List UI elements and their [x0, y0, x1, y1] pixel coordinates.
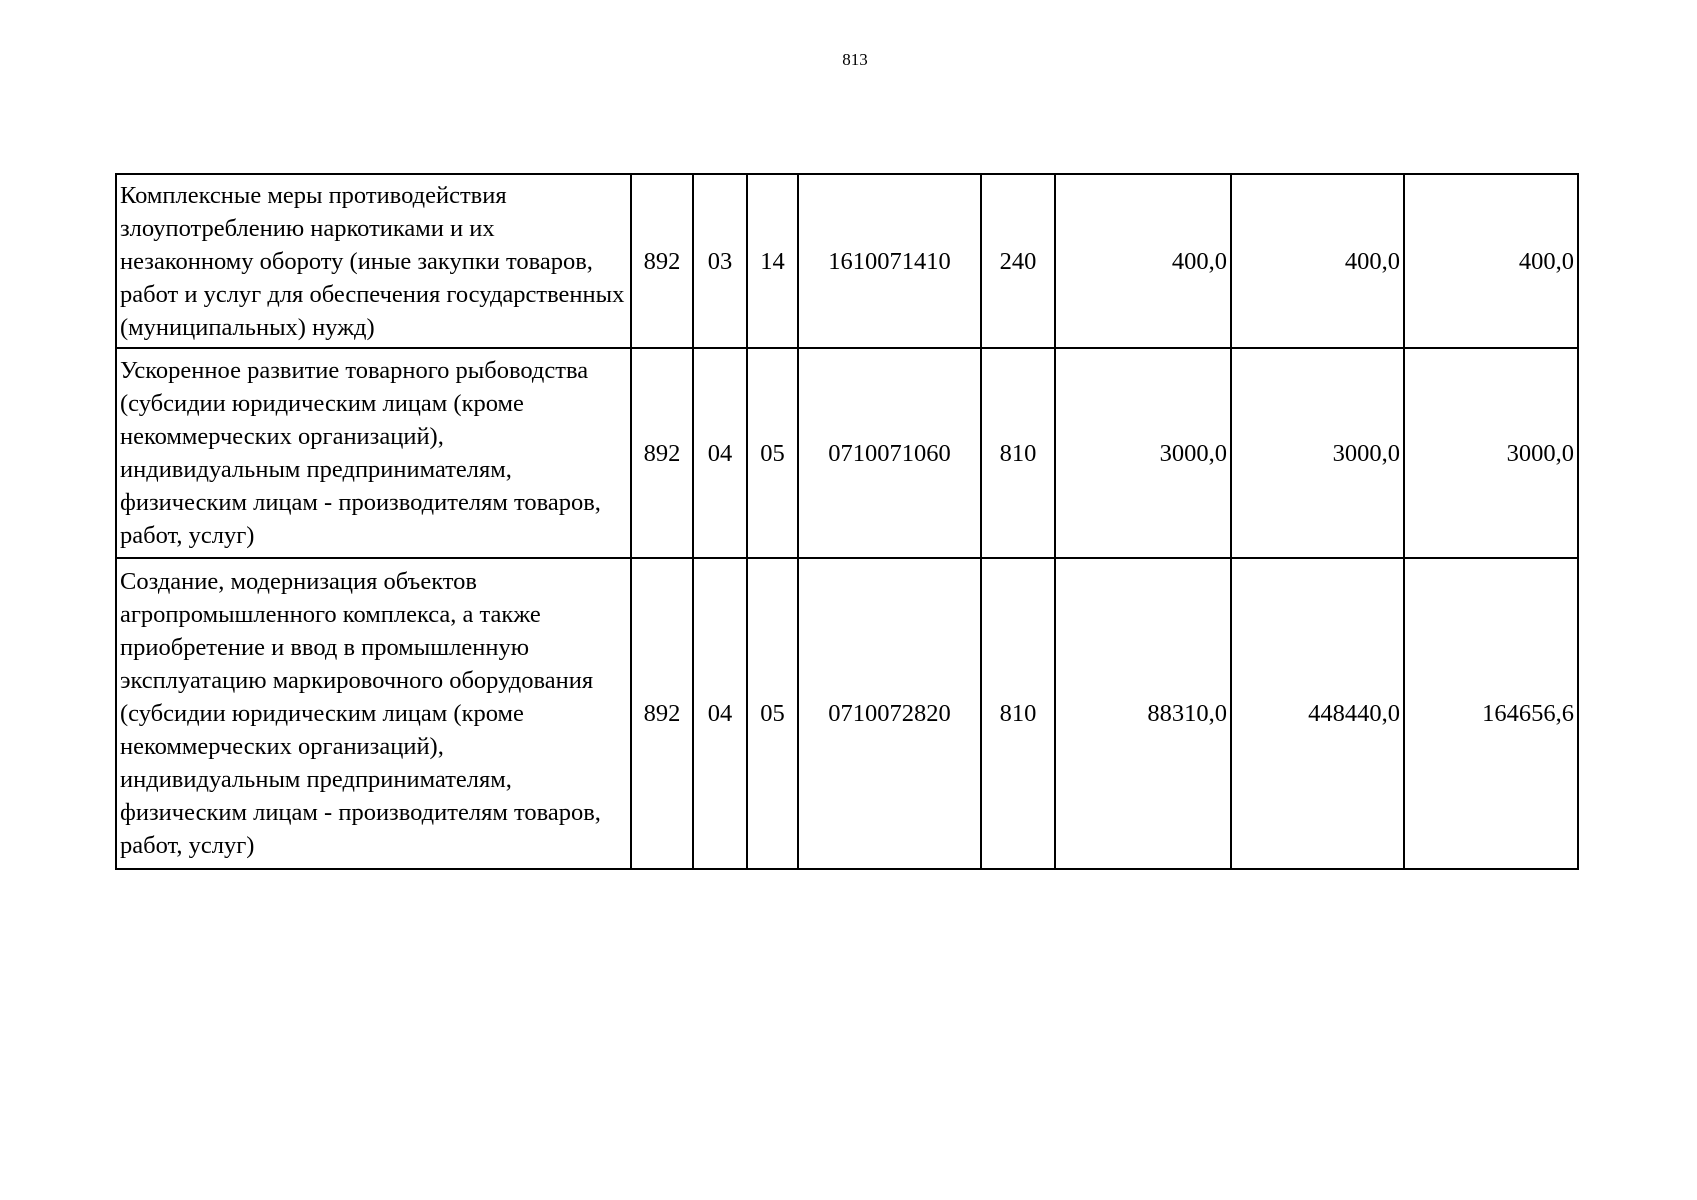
expense-type-code: 810: [981, 558, 1055, 869]
section-code: 04: [693, 558, 747, 869]
table-row: [116, 558, 1578, 869]
section-code: 04: [693, 348, 747, 558]
amount-year-3: 400,0: [1404, 174, 1578, 348]
ministry-code: 892: [631, 348, 693, 558]
amount-year-2: 448440,0: [1231, 558, 1404, 869]
amount-year-3: 164656,6: [1404, 558, 1578, 869]
target-article-code: 0710071060: [798, 348, 981, 558]
expense-type-code: 240: [981, 174, 1055, 348]
subsection-code: 14: [747, 174, 798, 348]
amount-year-3: 3000,0: [1404, 348, 1578, 558]
ministry-code: 892: [631, 558, 693, 869]
table-row: [116, 174, 1578, 348]
page-number: 813: [842, 50, 868, 69]
subsection-code: 05: [747, 348, 798, 558]
amount-year-2: 3000,0: [1231, 348, 1404, 558]
budget-table: [115, 173, 1579, 870]
subsection-code: 05: [747, 558, 798, 869]
ministry-code: 892: [631, 174, 693, 348]
row-description: Создание, модернизация объектов агропромышленного комплекса, а также приобретение и ввод в промышленную эксплуатацию маркировочного оборудования (субсидии юридическим лицам (кроме некоммерческих организаций), индивидуальным предпринимателям, физическим лицам - производителям товаров, работ, услуг): [116, 558, 631, 869]
amount-year-1: 88310,0: [1055, 558, 1231, 869]
row-description: Комплексные меры противодействия злоупотреблению наркотиками и их незаконному обороту (иные закупки товаров, работ и услуг для обеспечения государственных (муниципальных) нужд): [116, 174, 631, 348]
section-code: 03: [693, 174, 747, 348]
amount-year-1: 400,0: [1055, 174, 1231, 348]
target-article-code: 0710072820: [798, 558, 981, 869]
row-description: Ускоренное развитие товарного рыбоводства (субсидии юридическим лицам (кроме некоммерческих организаций), индивидуальным предпринимателям, физическим лицам - производителям товаров, работ, услуг): [116, 348, 631, 558]
table-row: [116, 348, 1578, 558]
amount-year-2: 400,0: [1231, 174, 1404, 348]
amount-year-1: 3000,0: [1055, 348, 1231, 558]
expense-type-code: 810: [981, 348, 1055, 558]
target-article-code: 1610071410: [798, 174, 981, 348]
